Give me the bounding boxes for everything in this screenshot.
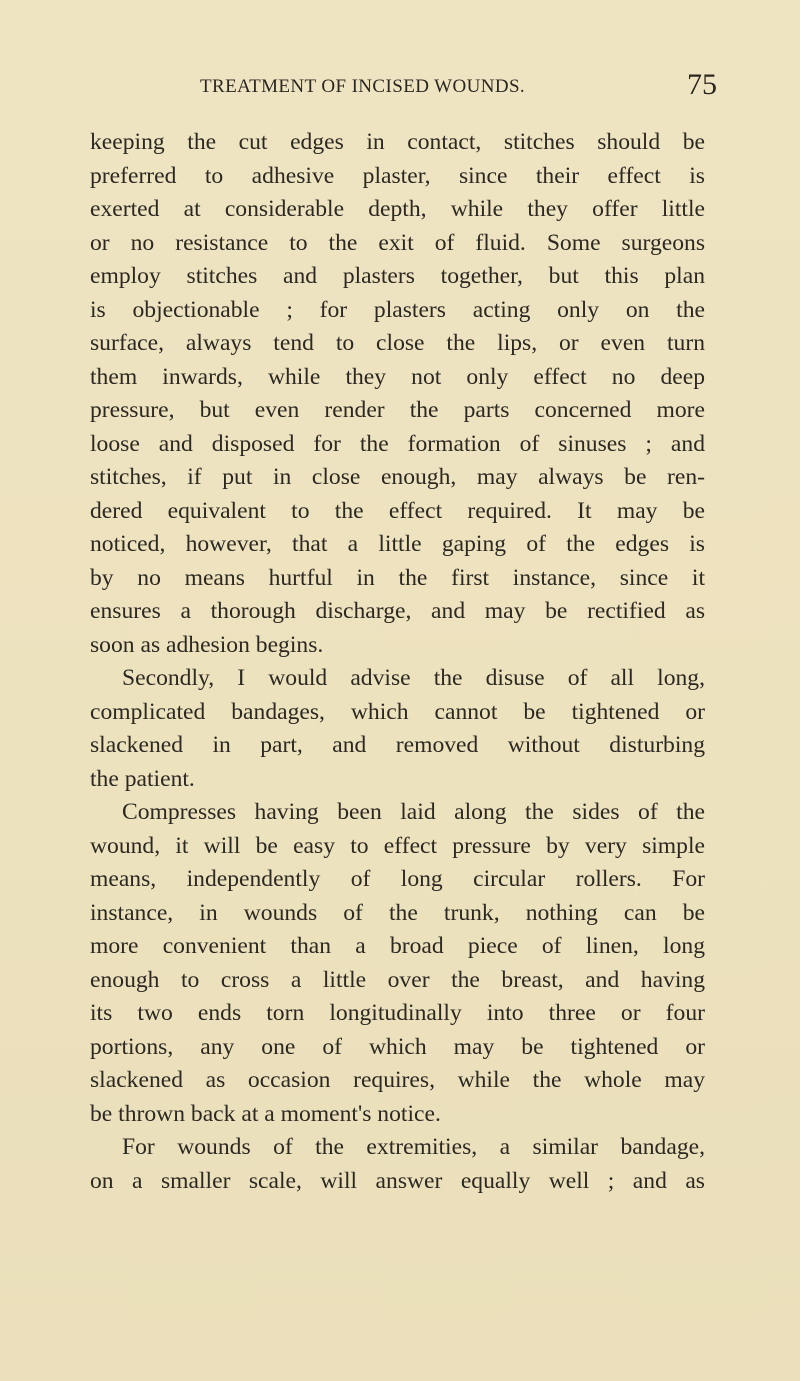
- text-line: by no means hurtful in the first instance, since it: [90, 564, 705, 591]
- text-line: portions, any one of which may be tightened or: [90, 1033, 705, 1060]
- text-line: Compresses having been laid along the sides of the: [122, 799, 705, 825]
- text-line: its two ends torn longitudinally into three or four: [90, 1000, 705, 1026]
- text-line: on a smaller scale, will answer equally well ; and as: [90, 1167, 705, 1194]
- text-line: them inwards, while they not only effect no deep: [90, 363, 705, 390]
- text-line: employ stitches and plasters together, but this plan: [90, 263, 705, 289]
- text-line: or no resistance to the exit of fluid. Some surgeons: [90, 229, 705, 256]
- text-line: soon as adhesion begins.: [90, 631, 324, 658]
- paragraph: [90, 1131, 705, 1198]
- text-line: For wounds of the extremities, a similar bandage,: [122, 1134, 705, 1160]
- text-line: more convenient than a broad piece of linen, long: [90, 933, 705, 959]
- text-line: is objectionable ; for plasters acting only on the: [90, 296, 705, 323]
- text-line: complicated bandages, which cannot be tightened or: [90, 698, 705, 725]
- body-text: [90, 126, 705, 1198]
- text-line: preferred to adhesive plaster, since their effect is: [90, 162, 705, 189]
- text-line: noticed, however, that a little gaping of the edges is: [90, 531, 705, 557]
- text-line: surface, always tend to close the lips, or even turn: [90, 330, 705, 356]
- page-header: [0, 64, 800, 104]
- text-line: exerted at considerable depth, while they offer little: [90, 196, 705, 222]
- text-line: ensures a thorough discharge, and may be rectified as: [90, 598, 705, 624]
- text-line: wound, it will be easy to effect pressure by very simple: [90, 832, 705, 859]
- text-line: slackened in part, and removed without disturbing: [90, 732, 705, 758]
- paragraph: [90, 662, 705, 796]
- page-number: 75: [687, 68, 717, 101]
- text-line: slackened as occasion requires, while the whole may: [90, 1067, 705, 1093]
- text-line: stitches, if put in close enough, may always be ren-: [90, 464, 705, 490]
- text-line: be thrown back at a moment's notice.: [90, 1100, 441, 1127]
- paragraph: [90, 796, 705, 1131]
- text-line: means, independently of long circular rollers. For: [90, 866, 705, 892]
- running-title: TREATMENT OF INCISED WOUNDS.: [200, 76, 526, 97]
- text-line: dered equivalent to the effect required. It may be: [90, 497, 705, 524]
- text-line: Secondly, I would advise the disuse of all long,: [122, 665, 705, 691]
- text-line: the patient.: [90, 765, 195, 792]
- text-line: enough to cross a little over the breast, and having: [90, 966, 705, 993]
- paragraph: [90, 126, 705, 662]
- text-line: pressure, but even render the parts concerned more: [90, 397, 705, 423]
- text-line: loose and disposed for the formation of sinuses ; and: [90, 430, 705, 457]
- text-line: instance, in wounds of the trunk, nothing can be: [90, 899, 705, 926]
- text-line: keeping the cut edges in contact, stitches should be: [90, 129, 705, 155]
